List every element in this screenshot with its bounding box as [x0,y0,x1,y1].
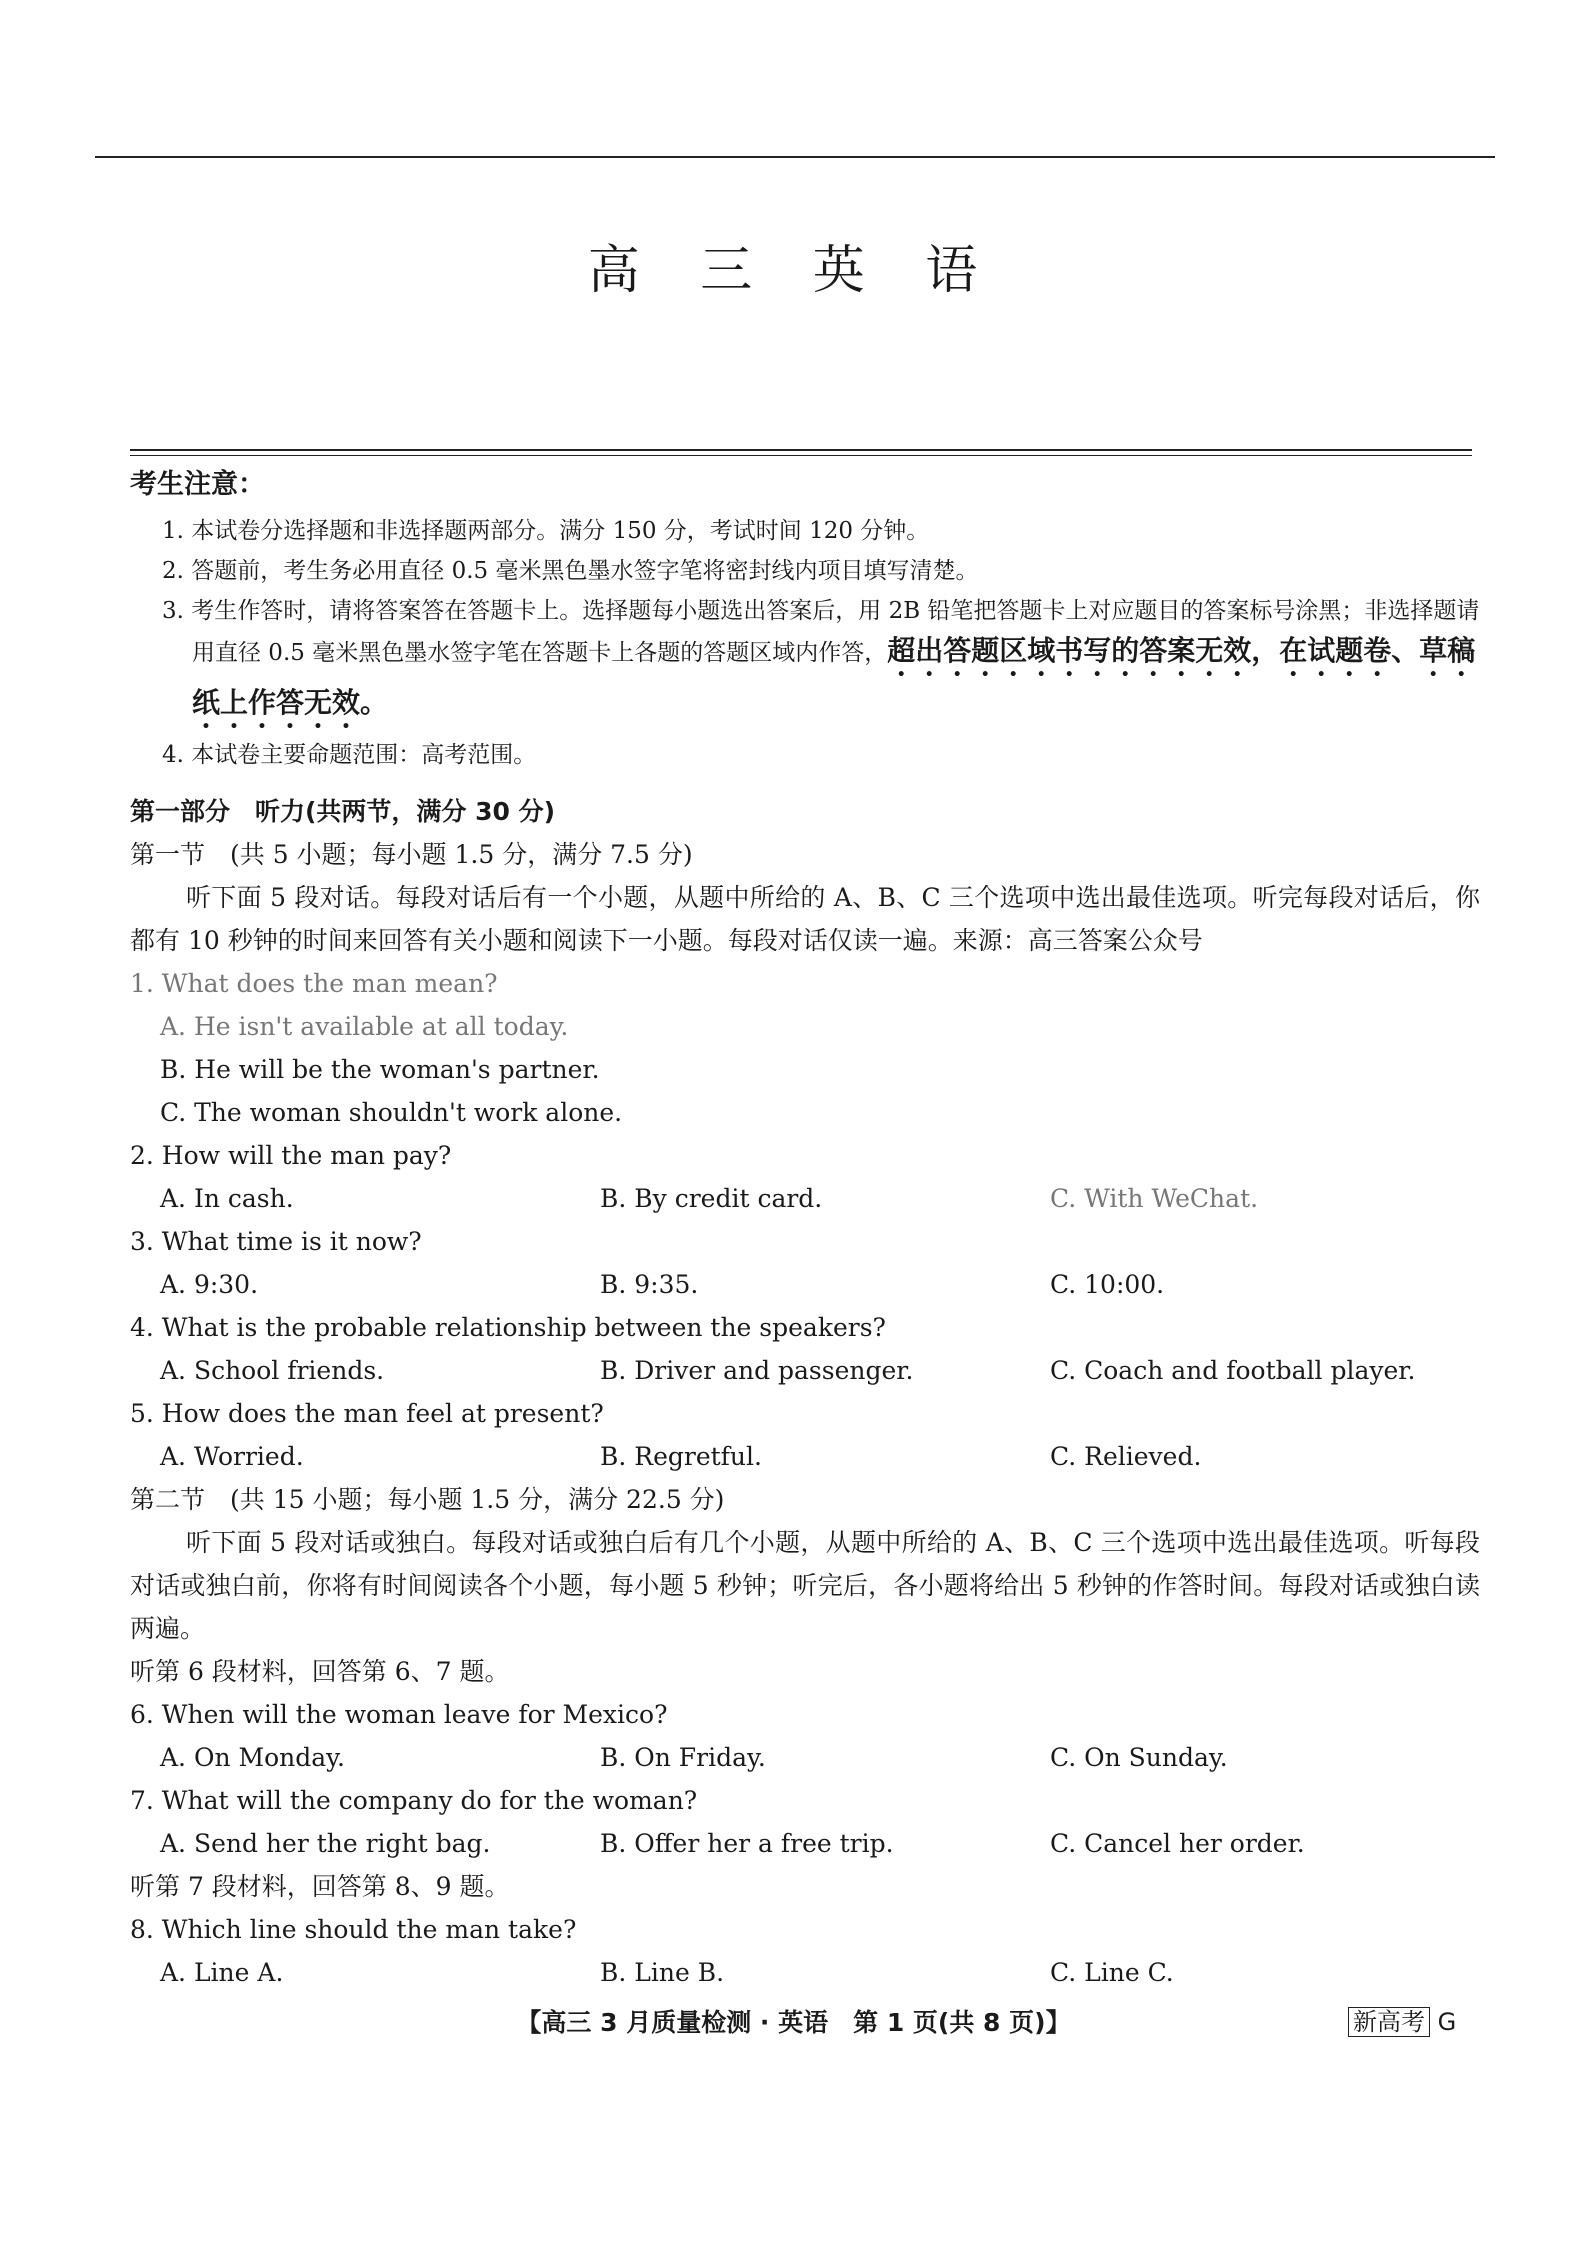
question-2-stem: 2. How will the man pay? [130,1141,452,1170]
exam-notice [130,462,1480,775]
page-footer: 【高三 3 月质量检测 · 英语 第 1 页(共 8 页)】 [516,2008,1071,2037]
question-8-options [130,1951,1480,1994]
page-title: 高 三 英 语 [587,241,1000,301]
question-7-stem: 7. What will the company do for the woman? [130,1786,698,1815]
question-5-stem: 5. How does the man feel at present? [130,1399,604,1428]
question-6-options [130,1736,1480,1779]
exam-version-letter: G [1437,2008,1457,2036]
part1-title: 第一部分 听力(共两节，满分 30 分) [130,797,556,826]
question-8-option-b: B. Line B. [600,1958,725,1987]
question-4-option-c: C. Coach and football player. [1050,1356,1416,1385]
section2-instructions: 听下面 5 段对话或独白。每段对话或独白后有几个小题，从题中所给的 A、B、C 三个选项中选出最佳选项。听每段对话或独白前，你将有时间阅读各个小题，每小题 5 秒钟；听完后，各小题将给出 5 秒钟的作答时间。每段对话或独白读两遍。 [130,1528,1480,1643]
question-2-options [130,1177,1480,1220]
exam-type-badge [1348,2002,1456,2037]
question-1-option-c: C. The woman shouldn't work alone. [160,1098,623,1127]
question-3-options [130,1263,1480,1306]
question-3-option-c: C. 10:00. [1050,1270,1165,1299]
question-3-option-a: A. 9:30. [160,1270,259,1299]
section1-title: 第一节 (共 5 小题；每小题 1.5 分，满分 7.5 分) [130,840,693,869]
notice-item-2: 2. 答题前，考生务必用直径 0.5 毫米黑色墨水签字笔将密封线内项目填写清楚。 [162,558,979,584]
section2-title: 第二节 (共 15 小题；每小题 1.5 分，满分 22.5 分) [130,1485,725,1514]
question-8-stem: 8. Which line should the man take? [130,1915,577,1944]
question-4-stem: 4. What is the probable relationship between the speakers? [130,1313,886,1342]
question-5-option-b: B. Regretful. [600,1442,762,1471]
section1-instructions: 听下面 5 段对话。每段对话后有一个小题，从题中所给的 A、B、C 三个选项中选出最佳选项。听完每段对话后，你都有 10 秒钟的时间来回答有关小题和阅读下一小题。每段对话仅读一遍。来源：高三答案公众号 [130,883,1480,955]
question-4-option-a: A. School friends. [160,1356,385,1385]
question-3-stem: 3. What time is it now? [130,1227,422,1256]
question-2-option-c: C. With WeChat. [1050,1184,1259,1213]
question-8-option-a: A. Line A. [160,1958,284,1987]
top-rule [95,156,1495,158]
question-1-option-b: B. He will be the woman's partner. [160,1055,600,1084]
question-2-option-b: B. By credit card. [600,1184,823,1213]
notice-item-3-text: 3. 考生作答时，请将答案答在答题卡上。选择题每小题选出答案后，用 2B 铅笔把答题卡上对应题目的答案标号涂黑；非选择题请用直径 0.5 毫米黑色墨水签字笔在答题卡上各题的答题区域内作答， [162,598,1480,666]
question-5-options [130,1435,1480,1478]
question-2-option-a: A. In cash. [160,1184,294,1213]
question-5-option-a: A. Worried. [160,1442,304,1471]
notice-item-1: 1. 本试卷分选择题和非选择题两部分。满分 150 分，考试时间 120 分钟。 [162,518,930,544]
question-1-stem: 1. What does the man mean? [130,969,498,998]
question-7-option-b: B. Offer her a free trip. [600,1829,894,1858]
question-1-option-a: A. He isn't available at all today. [160,1012,569,1041]
question-5-option-c: C. Relieved. [1050,1442,1202,1471]
question-4-options [130,1349,1480,1392]
question-6-stem: 6. When will the woman leave for Mexico? [130,1700,668,1729]
notice-item-3 [130,591,1480,735]
question-7-options [130,1822,1480,1865]
question-6-option-a: A. On Monday. [160,1743,345,1772]
question-8-option-c: C. Line C. [1050,1958,1174,1987]
question-4-option-b: B. Driver and passenger. [600,1356,914,1385]
question-7-option-c: C. Cancel her order. [1050,1829,1305,1858]
exam-content [130,790,1480,1994]
notice-heading: 考生注意： [130,469,265,500]
question-6-option-c: C. On Sunday. [1050,1743,1228,1772]
header-double-rule [130,449,1472,456]
exam-type-badge-label: 新高考 [1348,2007,1430,2037]
notice-item-4: 4. 本试卷主要命题范围：高考范围。 [162,742,537,768]
question-7-option-a: A. Send her the right bag. [160,1829,491,1858]
material-6-instruction: 听第 6 段材料，回答第 6、7 题。 [130,1657,510,1686]
material-7-instruction: 听第 7 段材料，回答第 8、9 题。 [130,1872,510,1901]
notice-item-3-emphasis: 超出答题区域书写的答案无效，在试题卷、草稿纸上作答无效。 [192,634,1476,719]
question-3-option-b: B. 9:35. [600,1270,699,1299]
question-6-option-b: B. On Friday. [600,1743,766,1772]
